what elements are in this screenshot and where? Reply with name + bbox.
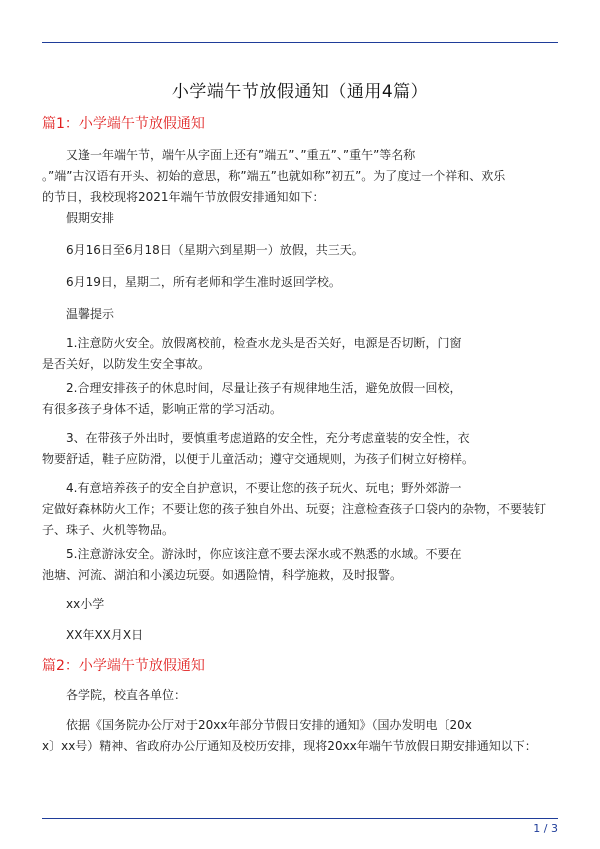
text-line: 1.注意防火安全。放假离校前，检查水龙头是否关好，电源是否切断，门窗 <box>42 336 462 350</box>
document-title: 小学端午节放假通知（通用4篇） <box>171 82 429 102</box>
text-line: 依据《国务院办公厅对于20xx年部分节假日安排的通知》（国办发明电〔20x <box>42 718 472 732</box>
header-rule <box>42 42 558 43</box>
text-line: x〕xx号）精神、省政府办公厅通知及校历安排，现将20xx年端午节放假日期安排通知以下： <box>42 739 537 753</box>
footer-rule <box>42 818 558 819</box>
tip-1-paragraph <box>42 333 552 375</box>
section-1-intro-paragraph <box>42 145 552 208</box>
text-line: 5.注意游泳安全。游泳时，你应该注意不要去深水或不熟悉的水域。不要在 <box>42 547 462 561</box>
tip-2-paragraph <box>42 378 552 420</box>
text-line: 定做好森林防火工作；不要让您的孩子独自外出、玩耍；注意检查孩子口袋内的杂物，不要装钉 <box>42 502 547 516</box>
section-2-heading: 篇2：小学端午节放假通知 <box>42 658 205 674</box>
section-2-body-paragraph <box>42 715 552 757</box>
section-1-heading: 篇1：小学端午节放假通知 <box>42 116 205 132</box>
schedule-line-2: 6月19日，星期二，所有老师和学生准时返回学校。 <box>42 275 341 289</box>
tip-5-paragraph <box>42 544 552 586</box>
tip-3-paragraph <box>42 428 552 470</box>
tips-heading: 温馨提示 <box>42 307 115 321</box>
text-line: 又逢一年端午节，端午从字面上还有”端五”、”重五”、”重午”等名称 <box>42 148 416 162</box>
text-line: 物要舒适，鞋子应防滑，以便于儿童活动；遵守交通规则，为孩子们树立好榜样。 <box>42 452 475 466</box>
section-2-greeting: 各学院，校直各单位： <box>42 688 187 702</box>
text-line: 池塘、河流、湖泊和小溪边玩耍。如遇险情，科学施救，及时报警。 <box>42 568 403 582</box>
text-line: 2.合理安排孩子的休息时间，尽量让孩子有规律地生活，避免放假一回校， <box>42 381 462 395</box>
text-line: 有很多孩子身体不适，影响正常的学习活动。 <box>42 402 283 416</box>
text-line: 是否关好，以防发生安全事故。 <box>42 357 211 371</box>
page-number: 1 / 3 <box>533 822 558 835</box>
text-line: 。”端”古汉语有开头、初始的意思，称”端五”也就如称”初五”。为了度过一个祥和、欢乐 <box>42 169 506 183</box>
text-line: 子、珠子、火机等物品。 <box>42 523 175 537</box>
schedule-heading: 假期安排 <box>42 211 115 225</box>
signature: xx小学 <box>42 597 105 611</box>
text-line: 3、在带孩子外出时，要慎重考虑道路的安全性，充分考虑童装的安全性，衣 <box>42 431 470 445</box>
schedule-line-1: 6月16日至6月18日（星期六到星期一）放假，共三天。 <box>42 243 364 257</box>
text-line: 的节日，我校现将2021年端午节放假安排通知如下： <box>42 190 325 204</box>
tip-4-paragraph <box>42 478 552 541</box>
text-line: 4.有意培养孩子的安全自护意识，不要让您的孩子玩火、玩电；野外郊游一 <box>42 481 462 495</box>
date: XX年XX月X日 <box>42 628 144 642</box>
